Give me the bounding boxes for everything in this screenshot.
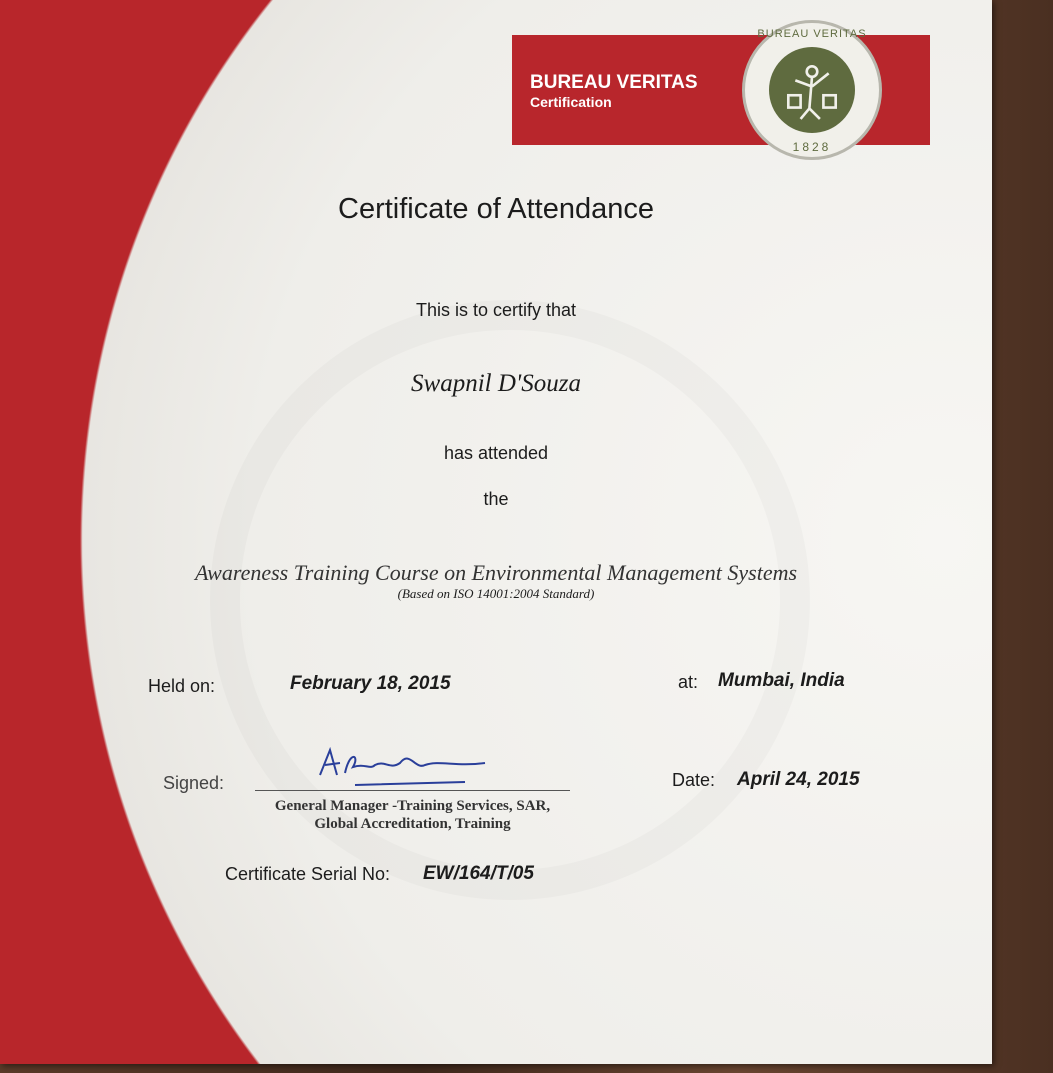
course-name: Awareness Training Course on Environmental Management Systems [194, 560, 798, 585]
signatory-org: Global Accreditation, Training [314, 816, 511, 832]
seal-icon [742, 20, 882, 160]
date-label: Date: [672, 770, 716, 790]
attended-text: has attended [443, 443, 549, 463]
seal-emblem [769, 47, 855, 133]
at-label: at: [678, 672, 699, 692]
serial-label: Certificate Serial No: [225, 864, 391, 884]
held-date: February 18, 2015 [290, 673, 451, 694]
serial-number: EW/164/T/05 [423, 863, 534, 884]
recipient-name: Swapnil D'Souza [411, 370, 581, 397]
seal-text: BUREAU VERITAS [757, 28, 867, 40]
certificate-title: Certificate of Attendance [338, 193, 654, 225]
seal-year: 1828 [792, 140, 832, 154]
issue-date: April 24, 2015 [737, 769, 860, 790]
the-text: the [483, 489, 509, 509]
signatory-title: General Manager -Training Services, SAR, [274, 798, 551, 814]
held-label: Held on: [148, 676, 216, 696]
signed-label: Signed: [163, 773, 225, 793]
logo-title: BUREAU VERITAS [530, 72, 698, 93]
logo-subtitle: Certification [530, 94, 612, 110]
signature [315, 745, 495, 795]
location: Mumbai, India [718, 670, 845, 691]
signature-line [255, 790, 570, 791]
certify-text: This is to certify that [415, 300, 577, 320]
course-basis: (Based on ISO 14001:2004 Standard) [397, 586, 595, 601]
